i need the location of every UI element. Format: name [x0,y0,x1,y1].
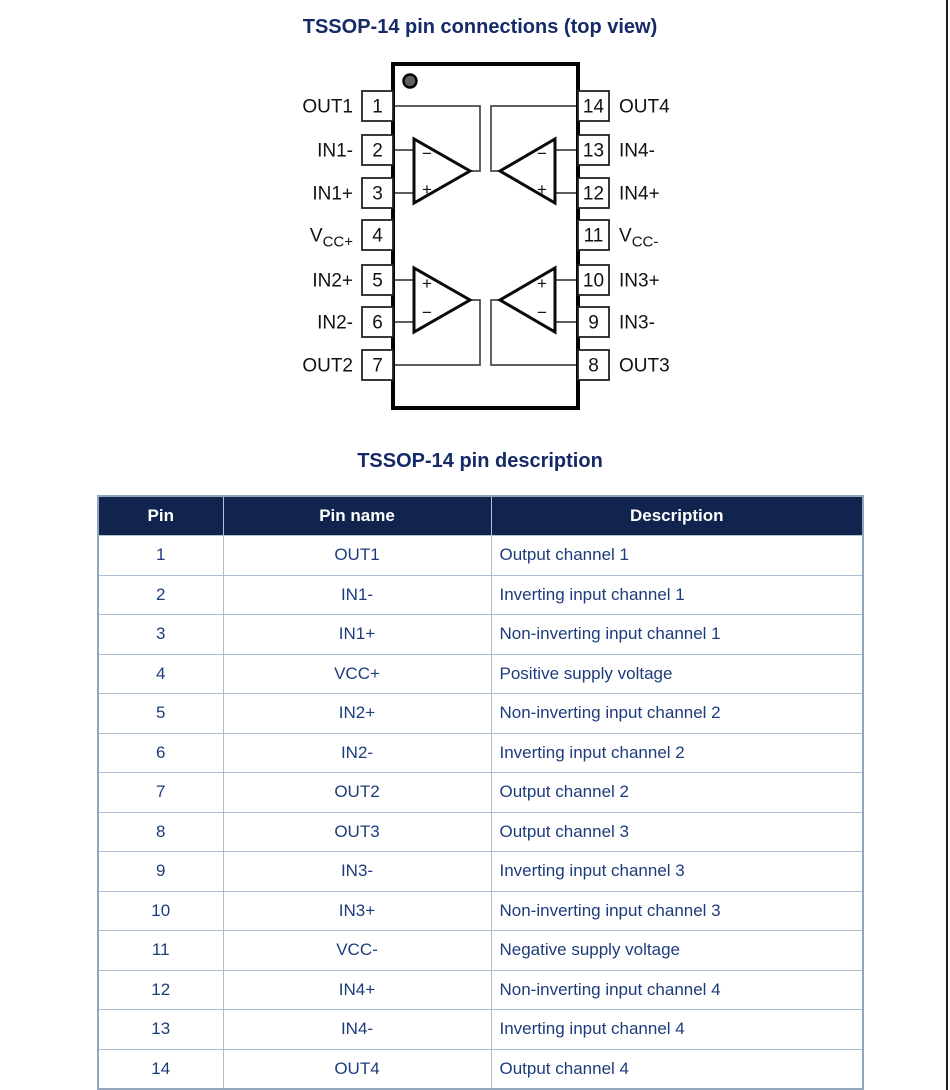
opamp2-minus-sign: − [422,303,432,322]
col-header-description: Description [491,496,863,536]
pin-label-5: IN2+ [312,270,353,292]
pin-description-cell: Positive supply voltage [491,654,863,694]
table-row [98,536,863,576]
pin-number-cell: 5 [98,694,223,734]
pin-connections-title: TSSOP-14 pin connections (top view) [302,16,658,38]
pin-number-cell: 2 [98,575,223,615]
pin-description-cell: Inverting input channel 3 [491,852,863,892]
table-header-row [98,496,863,536]
pin-name-cell: OUT2 [223,773,491,813]
col-header-pin-name: Pin name [223,496,491,536]
pin-number-10: 10 [582,270,605,292]
pin-description-cell: Output channel 1 [491,536,863,576]
pin-name-cell: VCC- [223,931,491,971]
pin-number-cell: 9 [98,852,223,892]
opamp4-plus-sign: + [537,180,547,199]
pin-name-cell: OUT3 [223,812,491,852]
table-row [98,812,863,852]
pin-number-cell: 12 [98,970,223,1010]
pin-description-cell: Non-inverting input channel 2 [491,694,863,734]
pin-name-cell: OUT1 [223,536,491,576]
pin-label-7: OUT2 [302,355,353,377]
pin-number-5: 5 [372,270,383,292]
pin-label-9: IN3- [619,312,655,334]
pin-label-3: IN1+ [312,183,353,205]
pin-number-cell: 1 [98,536,223,576]
page-right-border [946,0,948,1090]
pin-number-1: 1 [372,96,383,118]
pin-name-cell: IN2- [223,733,491,773]
opamp4-minus-sign: − [537,144,547,163]
pin-number-6: 6 [372,312,383,334]
pin-description-cell: Inverting input channel 4 [491,1010,863,1050]
pin-description-cell: Output channel 4 [491,1049,863,1089]
pin1-indicator-dot [404,75,417,88]
pin-label-2: IN1- [317,140,353,162]
pin-label-4: $V_{CC+}$ [309,225,353,251]
table-row [98,1010,863,1050]
pin-number-cell: 6 [98,733,223,773]
pin-label-14: OUT4 [619,96,670,118]
pin-label-10: IN3+ [619,270,660,292]
table-row [98,654,863,694]
pin-description-cell: Non-inverting input channel 4 [491,970,863,1010]
pin-label-12: IN4+ [619,183,660,205]
table-row [98,694,863,734]
pin-number-11: 11 [583,225,604,247]
opamp2-plus-sign: + [422,274,432,293]
pin-number-9: 9 [588,312,599,334]
pin-label-13: IN4- [619,140,655,162]
pin-number-cell: 8 [98,812,223,852]
chip-body [393,64,578,408]
pin-number-cell: 13 [98,1010,223,1050]
pin-number-7: 7 [372,355,383,377]
pin-name-cell: IN4- [223,1010,491,1050]
table-row [98,733,863,773]
pin-label-1: OUT1 [302,96,353,118]
pin-number-12: 12 [582,183,605,205]
pin-number-2: 2 [372,140,383,162]
pin-number-13: 13 [582,140,605,162]
pin-description-cell: Inverting input channel 1 [491,575,863,615]
pin-description-cell: Non-inverting input channel 3 [491,891,863,931]
pin-label-11: $V_{CC-}$ [619,225,659,251]
table-row [98,852,863,892]
table-row [98,891,863,931]
pin-number-cell: 7 [98,773,223,813]
pin-name-cell: VCC+ [223,654,491,694]
opamp-symbols [414,139,555,332]
pin-name-cell: IN4+ [223,970,491,1010]
pin-name-cell: IN3- [223,852,491,892]
pin-number-cell: 11 [98,931,223,971]
opamp3-minus-sign: − [537,303,547,322]
pinout-diagram [285,55,685,420]
pin-number-cell: 4 [98,654,223,694]
pin-name-cell: IN2+ [223,694,491,734]
opamp1-minus-sign: − [422,144,432,163]
pin-description-cell: Non-inverting input channel 1 [491,615,863,655]
pin-number-3: 3 [372,183,383,205]
pin-label-6: IN2- [317,312,353,334]
pin-number-4: 4 [372,225,383,247]
pin-boxes-and-labels [302,91,670,380]
pin-description-cell: Inverting input channel 2 [491,733,863,773]
pin-number-cell: 10 [98,891,223,931]
pin-number-cell: 14 [98,1049,223,1089]
table-row [98,931,863,971]
pin-name-cell: OUT4 [223,1049,491,1089]
pin-description-cell: Output channel 3 [491,812,863,852]
pin-number-cell: 3 [98,615,223,655]
pin-label-8: OUT3 [619,355,670,377]
pin-number-14: 14 [582,96,605,118]
pin-name-cell: IN1+ [223,615,491,655]
pin-name-cell: IN1- [223,575,491,615]
opamp3-plus-sign: + [537,274,547,293]
table-row [98,773,863,813]
pin-description-cell: Output channel 2 [491,773,863,813]
opamp1-plus-sign: + [422,180,432,199]
pin-name-cell: IN3+ [223,891,491,931]
pin-number-8: 8 [588,355,599,377]
pin-description-cell: Negative supply voltage [491,931,863,971]
pin-description-title: TSSOP-14 pin description [357,450,603,472]
table-row [98,1049,863,1089]
table-row [98,575,863,615]
table-row [98,615,863,655]
table-row [98,970,863,1010]
pin-description-table [97,495,864,1090]
col-header-pin: Pin [98,496,223,536]
